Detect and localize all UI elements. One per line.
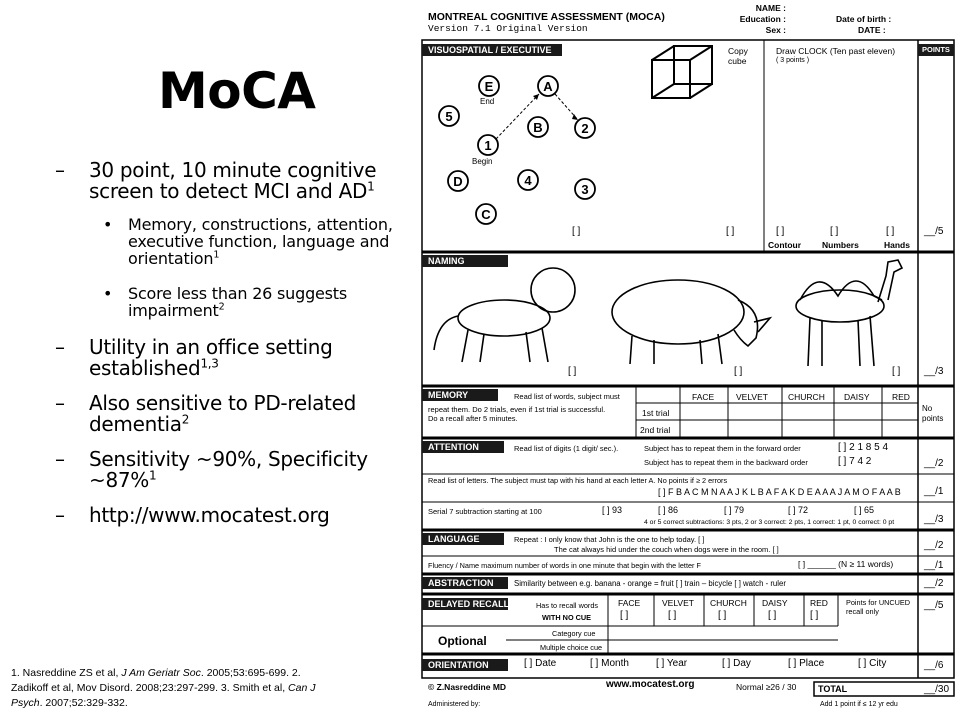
recall-word-face: FACE	[618, 598, 641, 608]
trail-node-d: D	[453, 174, 463, 189]
hands-label: Hands	[884, 240, 910, 250]
begin-label: Begin	[472, 157, 493, 166]
second-trial-label: 2nd trial	[640, 425, 671, 435]
recall-velvet-checkbox[interactable]: [ ]	[668, 610, 677, 621]
attention-score-3[interactable]: __/3	[924, 514, 944, 525]
total-score[interactable]: __/30	[924, 684, 950, 695]
trail-checkbox[interactable]: [ ]	[572, 226, 581, 237]
abstraction-header: ABSTRACTION	[422, 577, 508, 589]
recall-daisy-checkbox[interactable]: [ ]	[768, 610, 777, 621]
hands-checkbox[interactable]: [ ]	[886, 226, 895, 237]
letters-checkbox[interactable]: [ ] F B A C M N A A J K L B A F A K D E A A A J A M O F A A B	[658, 487, 901, 497]
orientation-city[interactable]: [ ] City	[858, 658, 887, 669]
trail-node-3: 3	[581, 182, 589, 197]
visuo-header: VISUOSPATIAL / EXECUTIVE	[422, 44, 562, 56]
form-title: MONTREAL COGNITIVE ASSESSMENT (MOCA)	[428, 11, 665, 23]
memory-word-face: FACE	[692, 392, 715, 402]
language-header: LANGUAGE	[422, 533, 504, 545]
sub-bullet-2: • Score less than 26 suggests impairment$^2$	[103, 284, 348, 320]
bullet-list	[55, 160, 405, 540]
serial-93[interactable]: [ ] 93	[602, 505, 623, 515]
administered-by[interactable]: Administered by:	[428, 701, 481, 708]
total-label: TOTAL	[818, 684, 848, 694]
copyright: © Z.Nasreddine MD	[428, 682, 507, 692]
contour-checkbox[interactable]: [ ]	[776, 226, 785, 237]
bullet-4: – Sensitivity ~90%, Specificity ~87%$^1$	[55, 447, 368, 492]
recall-word-daisy: DAISY	[762, 598, 788, 608]
trail-node-e: E	[484, 79, 494, 94]
backward-digits-checkbox[interactable]: [ ] 7 4 2	[838, 456, 872, 467]
sex-field[interactable]: Sex :	[765, 25, 786, 35]
serial-79[interactable]: [ ] 79	[724, 505, 745, 515]
bullet-2: – Utility in an office setting established$^{1,3}$	[55, 335, 333, 380]
date-field[interactable]: DATE :	[858, 25, 886, 35]
contour-label: Contour	[768, 240, 802, 250]
sub-bullet-1: • Memory, constructions, attention, executive function, language and orientation$^1$	[103, 215, 393, 268]
orientation-date[interactable]: [ ] Date	[524, 658, 557, 669]
end-label: End	[480, 97, 495, 106]
serial-86[interactable]: [ ] 86	[658, 505, 679, 515]
bullet-5-link[interactable]: – http://www.mocatest.org	[55, 503, 330, 527]
trail-node-2: 2	[581, 121, 589, 136]
delayed-recall-score[interactable]: __/5	[924, 600, 944, 611]
fluency-checkbox[interactable]: [ ] ______ (N ≥ 11 words)	[798, 559, 894, 569]
trail-node-a: A	[543, 79, 553, 94]
category-cue-label: Category cue	[552, 629, 596, 638]
letters-label: Read list of letters. The subject must tap with his hand at each letter A. No points if ≥ 2 errors	[428, 476, 728, 485]
memory-word-daisy: DAISY	[844, 392, 870, 402]
rhino-checkbox[interactable]: [ ]	[734, 366, 743, 377]
normal-score-note: Normal ≥26 / 30	[736, 682, 797, 692]
orientation-score[interactable]: __/6	[924, 660, 944, 671]
clock-points: ( 3 points )	[776, 57, 810, 64]
recall-word-church: CHURCH	[710, 598, 747, 608]
cube-checkbox[interactable]: [ ]	[726, 226, 735, 237]
numbers-checkbox[interactable]: [ ]	[830, 226, 839, 237]
forward-label: Subject has to repeat them in the forward order	[644, 444, 801, 453]
memory-no-points: No points	[922, 404, 944, 423]
memory-instr-2: repeat them. Do 2 trials, even if 1st trial is successful.	[428, 405, 606, 414]
fluency-label: Fluency / Name maximum number of words in one minute that begin with the letter F	[428, 561, 701, 570]
with-no-cue: WITH NO CUE	[542, 613, 592, 622]
delayed-recall-header: DELAYED RECALL	[422, 598, 508, 610]
language-score-1[interactable]: __/2	[924, 540, 944, 551]
lion-icon	[434, 268, 575, 362]
bullet-3: – Also sensitive to PD-related dementia$^2$	[55, 391, 356, 436]
recall-word-red: RED	[810, 598, 828, 608]
memory-word-church: CHURCH	[788, 392, 825, 402]
trail-making-test	[439, 76, 595, 224]
abstraction-score[interactable]: __/2	[924, 578, 944, 589]
orientation-month[interactable]: [ ] Month	[590, 658, 629, 669]
digits-label: Read list of digits (1 digit/ sec.).	[514, 444, 619, 453]
trail-node-5: 5	[445, 109, 453, 124]
trail-node-1: 1	[484, 138, 492, 153]
education-point-note: Add 1 point if ≤ 12 yr edu	[820, 701, 898, 708]
dob-field[interactable]: Date of birth :	[836, 14, 892, 24]
memory-instr-1: Read list of words, subject must	[514, 392, 620, 401]
trail-node-b: B	[533, 120, 543, 135]
form-version: Version 7.1 Original Version	[428, 23, 588, 34]
serial7-label: Serial 7 subtraction starting at 100	[428, 507, 542, 516]
serial-scoring: 4 or 5 correct subtractions: 3 pts, 2 or 3 correct: 2 pts, 1 correct: 1 pt, 0 correct: 0 pt	[644, 519, 895, 526]
trail-node-4: 4	[524, 173, 532, 188]
repeat-sentence-2: The cat always hid under the couch when dogs were in the room. [ ]	[554, 545, 779, 554]
numbers-label: Numbers	[822, 240, 859, 250]
bullet-1: – 30 point, 10 minute cognitive screen to detect MCI and $AD^1$	[55, 158, 377, 203]
camel-checkbox[interactable]: [ ]	[892, 366, 901, 377]
serial-72[interactable]: [ ] 72	[788, 505, 809, 515]
first-trial-label: 1st trial	[642, 408, 670, 418]
cube-figure	[652, 46, 712, 98]
moca-form	[418, 0, 956, 720]
name-field[interactable]: NAME :	[755, 3, 786, 13]
memory-header: MEMORY	[422, 389, 498, 401]
backward-label: Subject has to repeat them in the backward order	[644, 458, 808, 467]
orientation-place[interactable]: [ ] Place	[788, 658, 825, 669]
naming-score[interactable]: __/3	[924, 366, 944, 377]
has-to-recall: Has to recall words	[536, 601, 599, 610]
rhinoceros-icon	[612, 280, 770, 364]
serial-65[interactable]: [ ] 65	[854, 505, 875, 515]
memory-word-velvet: VELVET	[736, 392, 768, 402]
recall-word-velvet: VELVET	[662, 598, 694, 608]
lion-checkbox[interactable]: [ ]	[568, 366, 577, 377]
abstraction-text: Similarity between e.g. banana - orange = fruit [ ] train – bicycle [ ] watch - ruler	[514, 579, 786, 588]
orientation-header: ORIENTATION	[422, 659, 508, 671]
memory-instr-3: Do a recall after 5 minutes.	[428, 414, 518, 423]
forward-digits-checkbox[interactable]: [ ] 2 1 8 5 4	[838, 442, 889, 453]
education-field[interactable]: Education :	[739, 14, 786, 24]
copy-cube-label: Copy cube	[728, 46, 748, 66]
camel-icon	[796, 260, 902, 366]
attention-header: ATTENTION	[422, 441, 504, 453]
trail-node-c: C	[481, 207, 491, 222]
optional-label: Optional	[438, 634, 487, 648]
orientation-year[interactable]: [ ] Year	[656, 658, 688, 669]
attention-score-1[interactable]: __/2	[924, 458, 944, 469]
visuo-score[interactable]: __/5	[924, 226, 944, 237]
points-header: POINTS	[918, 44, 954, 56]
recall-church-checkbox[interactable]: [ ]	[718, 610, 727, 621]
slide-title: MoCA	[158, 62, 316, 120]
language-score-2[interactable]: __/1	[924, 560, 944, 571]
clock-instruction: Draw CLOCK (Ten past eleven)	[776, 46, 896, 56]
naming-header: NAMING	[422, 255, 508, 267]
uncued-note: Points for UNCUED recall only	[846, 598, 911, 616]
orientation-day[interactable]: [ ] Day	[722, 658, 751, 669]
repeat-sentence-1: Repeat : I only know that John is the one to help today. [ ]	[514, 535, 705, 544]
references: 1. Nasreddine ZS et al, J Am Geriatr Soc. 2005;53:695-699. 2. Zadikoff et al, Mov Disord. 2008;23:297-299. 3. Smith et al, Can J Psych. 2007;52:329-332.	[11, 667, 316, 709]
attention-score-2[interactable]: __/1	[924, 486, 944, 497]
website[interactable]: www.mocatest.org	[606, 679, 695, 690]
multiple-choice-label: Multiple choice cue	[540, 643, 603, 652]
recall-face-checkbox[interactable]: [ ]	[620, 610, 629, 621]
recall-red-checkbox[interactable]: [ ]	[810, 610, 819, 621]
memory-word-red: RED	[892, 392, 910, 402]
